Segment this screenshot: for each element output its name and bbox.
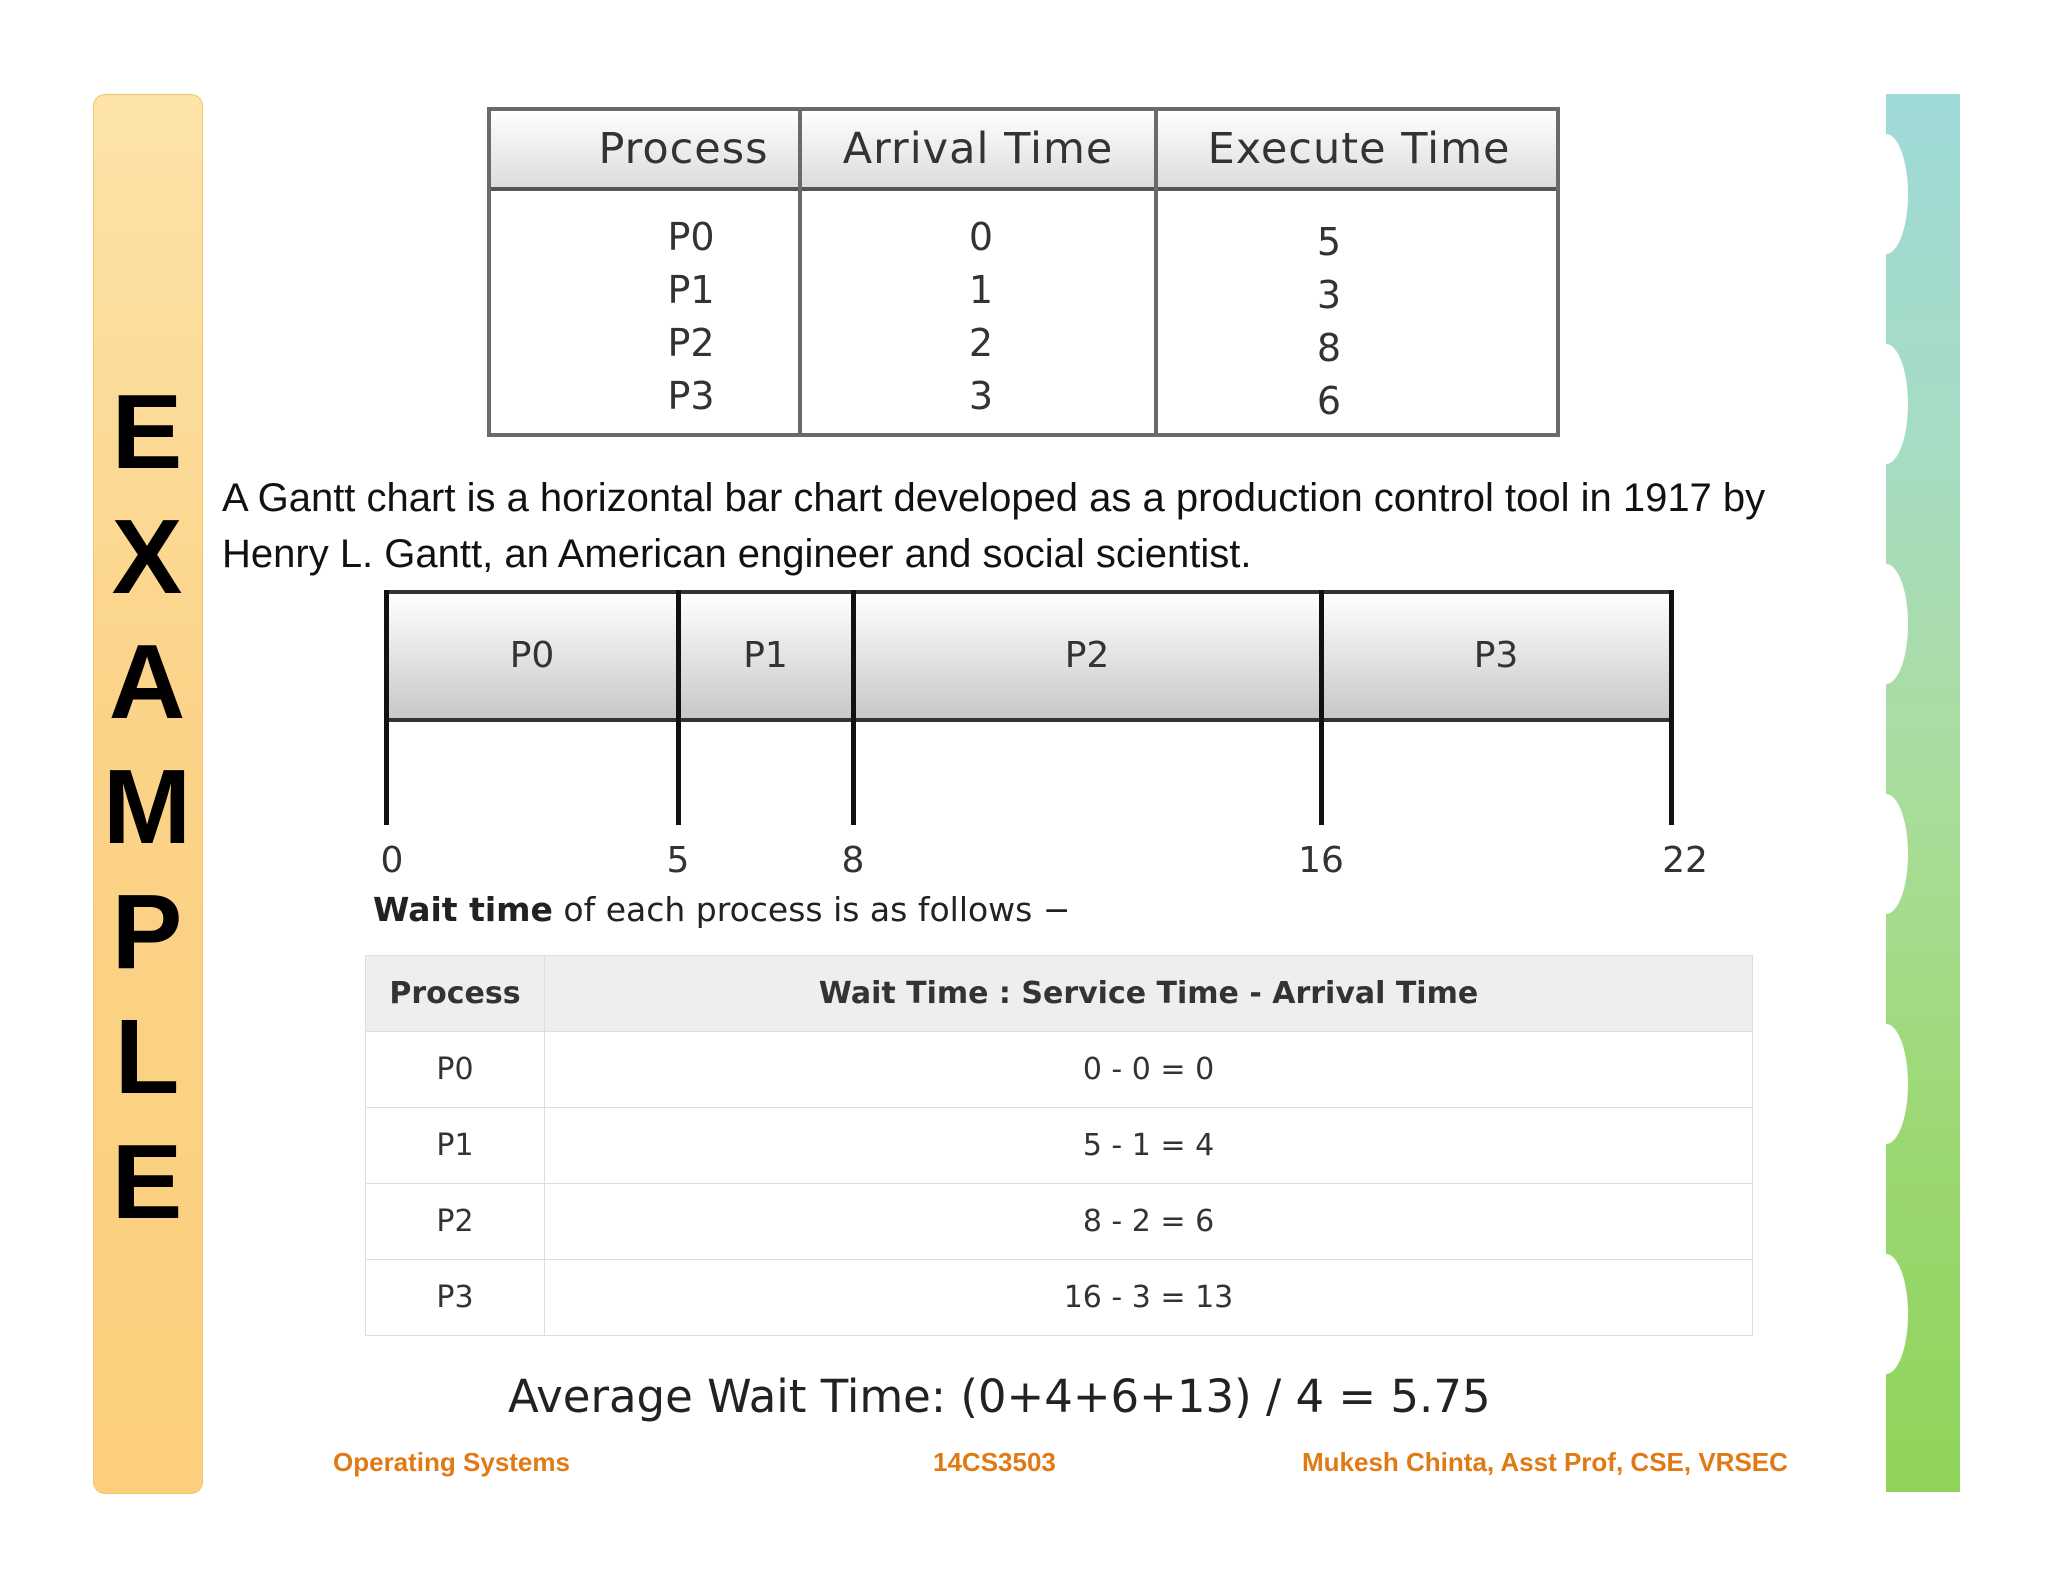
gantt-bar: P2 <box>853 590 1321 722</box>
side-title-letter: X <box>111 498 183 616</box>
gantt-description: A Gantt chart is a horizontal bar chart developed as a production control tool in 1917 by Henry L. Gantt, an American engineer and social scientist. <box>222 476 1766 576</box>
table-cell: 0 <box>968 215 994 259</box>
process-column <box>651 211 731 423</box>
side-title-letter: M <box>102 748 192 866</box>
wait-time-rest: of each process is as follows − <box>552 890 1071 929</box>
side-title-letter: P <box>111 873 183 991</box>
header-execute-time: Execute Time <box>1207 124 1511 174</box>
gantt-tick <box>384 590 389 825</box>
table-row <box>366 1184 1753 1260</box>
side-title-letter: A <box>108 623 186 741</box>
gantt-tick-label: 16 <box>1298 840 1344 881</box>
side-title-letter: E <box>111 373 183 491</box>
gantt-bar: P1 <box>678 590 853 722</box>
gantt-tick-label: 5 <box>666 840 690 881</box>
table-cell: 5 <box>1316 220 1342 264</box>
gantt-tick <box>676 590 681 825</box>
table-cell: P2 <box>366 1184 545 1260</box>
gantt-chart <box>380 590 1708 890</box>
table-cell: 6 <box>1316 379 1342 423</box>
table-cell: P1 <box>667 268 715 312</box>
table-header-row <box>366 956 1753 1032</box>
gantt-tick-label: 22 <box>1662 840 1708 881</box>
table-cell: 3 <box>1316 273 1342 317</box>
arrival-column <box>941 211 1021 423</box>
header-wait-time: Wait Time : Service Time - Arrival Time <box>545 956 1753 1032</box>
header-process: Process <box>366 956 545 1032</box>
decorative-strip <box>1886 94 1960 1492</box>
table-cell: 8 - 2 = 6 <box>545 1184 1753 1260</box>
table-cell: 0 - 0 = 0 <box>545 1032 1753 1108</box>
table-cell: P0 <box>366 1032 545 1108</box>
table-row <box>366 1108 1753 1184</box>
table-cell: 8 <box>1316 326 1342 370</box>
wait-time-table <box>365 955 1753 1336</box>
gantt-bar: P0 <box>386 590 678 722</box>
footer-code: 14CS3503 <box>933 1447 1056 1477</box>
gantt-tick <box>1669 590 1674 825</box>
process-table <box>487 107 1560 437</box>
header-process: Process <box>598 124 769 174</box>
table-row <box>366 1032 1753 1108</box>
table-cell: P1 <box>366 1108 545 1184</box>
gantt-tick-label: 8 <box>841 840 865 881</box>
wait-time-intro <box>373 890 1071 929</box>
table-cell: P2 <box>667 321 715 365</box>
table-cell: 16 - 3 = 13 <box>545 1260 1753 1336</box>
side-title <box>93 370 201 1245</box>
side-title-letter: E <box>111 1123 183 1241</box>
gantt-bar: P3 <box>1321 590 1671 722</box>
table-cell: P3 <box>366 1260 545 1336</box>
footer-course: Operating Systems <box>333 1447 570 1477</box>
gantt-tick-label: 0 <box>380 840 404 881</box>
table-cell: 3 <box>968 374 994 418</box>
table-cell: 5 - 1 = 4 <box>545 1108 1753 1184</box>
wait-time-bold: Wait time <box>373 890 553 929</box>
gantt-tick <box>1319 590 1324 825</box>
gantt-tick <box>851 590 856 825</box>
header-arrival-time: Arrival Time <box>842 124 1114 174</box>
table-row <box>366 1260 1753 1336</box>
average-wait-time: Average Wait Time: (0+4+6+13) / 4 = 5.75 <box>508 1370 1491 1423</box>
table-cell: 2 <box>968 321 994 365</box>
table-cell: P3 <box>667 374 715 418</box>
side-title-letter: L <box>114 998 180 1116</box>
execute-column <box>1289 216 1369 428</box>
table-cell: P0 <box>667 215 715 259</box>
table-cell: 1 <box>968 268 994 312</box>
footer-author: Mukesh Chinta, Asst Prof, CSE, VRSEC <box>1302 1447 1788 1477</box>
